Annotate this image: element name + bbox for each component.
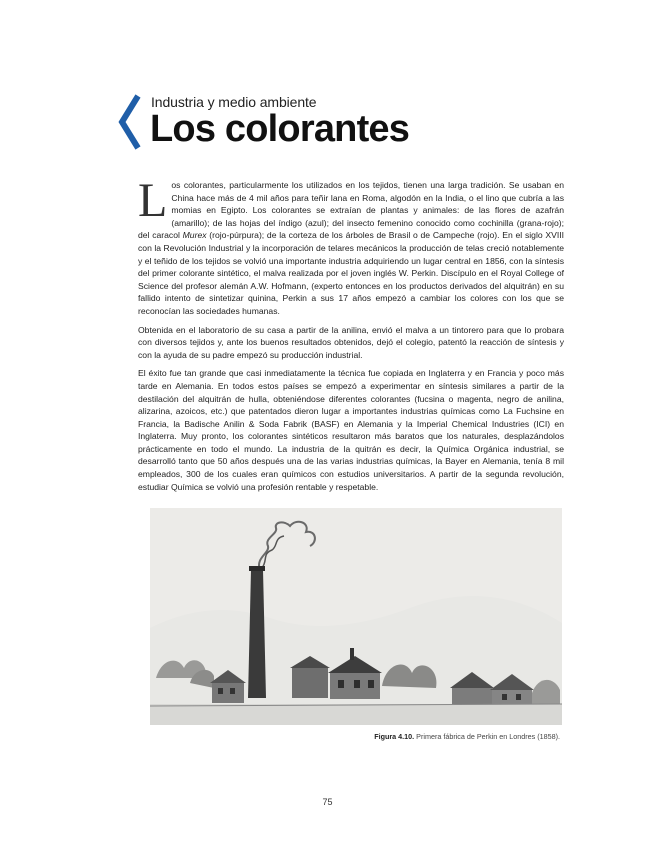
article-body bbox=[138, 174, 564, 499]
paragraph-1: Los colorantes, particularmente los utilizados en los tejidos, tienen una larga tradición. Se usaban en China hace más de 4 mil años para teñir lana en Roma, algodón en la India, o el lino que cubría a las momias en Egipto. Los colorantes se extraían de plantas y animales: de las flores de azafrán (amarillo); de las hojas del índigo (azul); del insecto femenino conocido como cochinilla (grana-rojo); del caracol Murex (rojo-púrpura); de la corteza de los árboles de Brasil o de Campeche (rojo). En el siglo XVIII con la Revolución Industrial y la incorporación de telares mecánicos la producción de telas creció notablemente y el teñido de los tejidos se volvió una importante industria adquiriendo un lugar central en 1856, con la síntesis del primer colorante sintético, el malva realizada por el joven inglés W. Perkin. Discípulo en el Royal College of Science del profesor alemán A.W. Hofmann, (experto entonces en los productos derivados del alquitrán) en su fallido intento de sintetizar quinina, Perkin a sus 17 años empezó a cambiar los colores con los que se reconocían las sociedades humanas. bbox=[138, 174, 564, 316]
paragraph-2: Obtenida en el laboratorio de su casa a partir de la anilina, envió el malva a un tintorero para que lo probara con diversos tejidos y, ante los buenos resultados obtenidos, dejó el colegio, patentó la reacción de síntesis y con la ayuda de su padre empezó su producción industrial. bbox=[138, 324, 564, 360]
page-number: 75 bbox=[322, 797, 333, 807]
factory-sketch-image bbox=[150, 508, 562, 725]
figure-caption: Figura 4.10. Primera fábrica de Perkin en Londres (1858). bbox=[374, 732, 560, 741]
drop-cap: L bbox=[138, 174, 168, 227]
section-subtitle: Industria y medio ambiente bbox=[151, 94, 317, 110]
figure-label: Figura 4.10. bbox=[374, 732, 415, 741]
paragraph-3: El éxito fue tan grande que casi inmediatamente la técnica fue copiada en Inglaterra y en Francia y poco más tarde en Alemania. En todos estos países se empezó a experimentar en síntesis similares a partir de la destilación del alquitrán de hulla, obteniéndose diferentes colorantes (fucsina o magenta, negro de anilina, alizarina, azoicos, etc.) que patentados dieron lugar a importantes industrias químicas como La Fuchsine en Francia, la Badische Anilin & Soda Fabrik (BASF) en Alemania y la Imperial Chemical Industries (ICI) en Inglaterra. Muy pronto, los colorantes sintéticos resultaron más baratos que los naturales, desplazándolos prácticamente en todo el mundo. La industria de la quitrán es decir, la Química Orgánica industrial, se desarrolló tanto que 50 años después una de las varias industrias químicas, la Bayer en Alemania, tenía 8 mil empleados, 300 de los cuales eran químicos con estudios universitarios. A partir de la segunda revolución, estudiar Química se volvió una profesión rentable y respetable. bbox=[138, 368, 564, 492]
page-title: Los colorantes bbox=[150, 108, 410, 150]
factory-sketch-drawing bbox=[150, 508, 562, 725]
chevron-decoration-icon bbox=[116, 94, 146, 150]
